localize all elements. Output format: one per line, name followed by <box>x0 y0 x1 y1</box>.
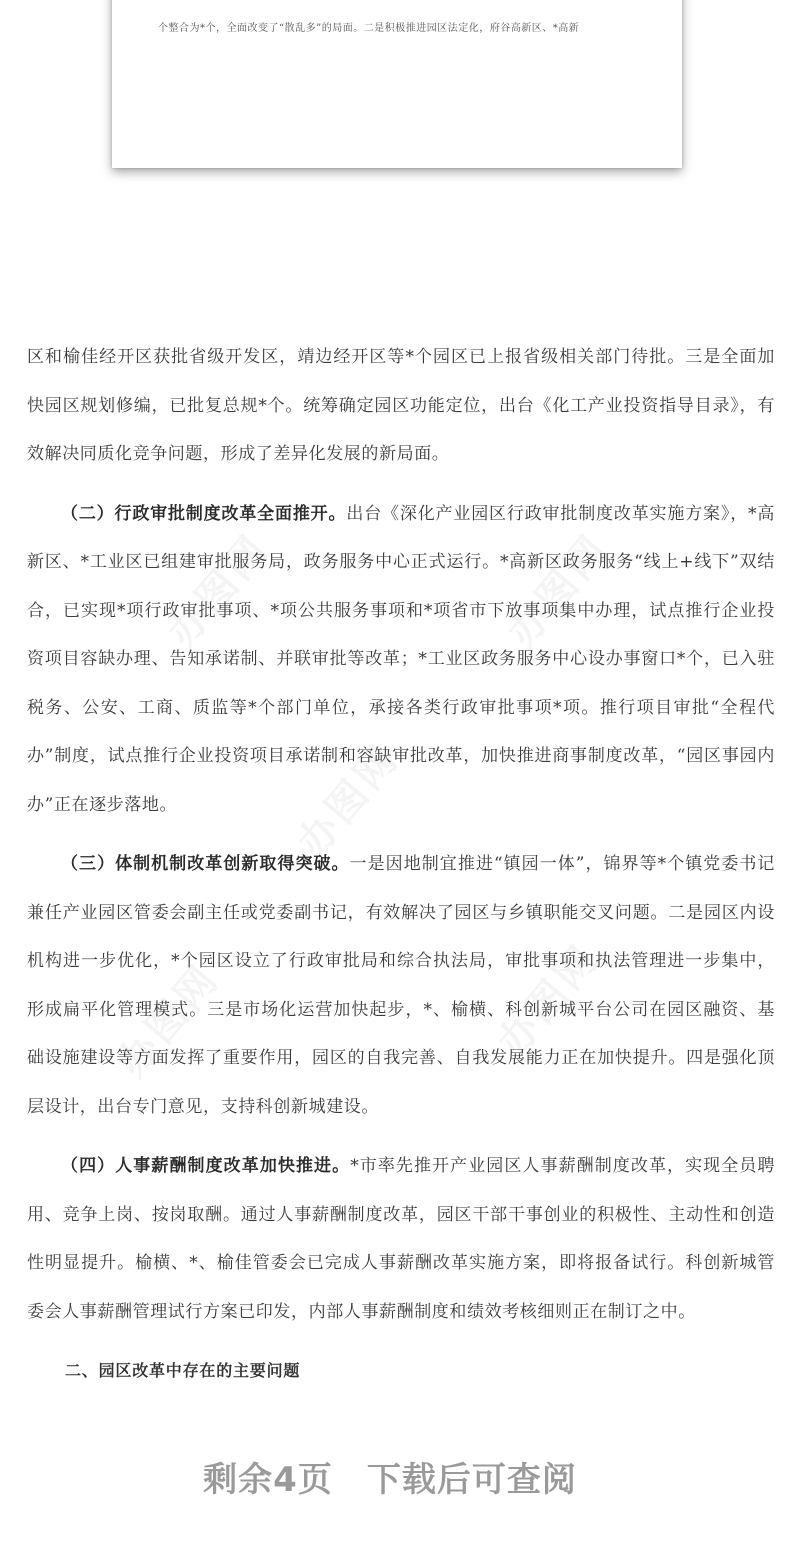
previous-page-preview <box>112 0 682 168</box>
preview-text-line: 个整合为*个，全面改变了“散乱多”的局面。二是积极推进园区法定化，府谷高新区、*高新 <box>158 23 580 34</box>
preview-cut-line <box>158 0 636 1</box>
download-to-view-label: 下载后可查阅 <box>366 1460 577 1500</box>
watermark-2: 办图网 <box>498 525 619 657</box>
watermark-5: 办图网 <box>488 935 609 1067</box>
paragraph-3-heading: （三）体制机制改革创新取得突破。 <box>61 854 350 874</box>
paragraph-2-heading: （二）行政审批制度改革全面推开。 <box>61 503 347 524</box>
paragraph-4-heading: （四）人事薪酬制度改革加快推进。 <box>61 1156 351 1176</box>
paragraph-2-body: 出台《深化产业园区行政审批制度改革实施方案》，*高新区、*工业区已组建审批服务局，政务服务中心正式运行。*高新区政务服务“线上+线下”双结合，已实现*项行政审批事项、*项公共服务事项和*项省市下放事项集中办理，试点推行企业投资项目容缺办理、告知承诺制、并联审批等改革；*工业区政务服务中心设办事窗口*个，已入驻税务、公安、工商、质监等*个部门单位，承接各类行政审批事项*项。推行项目审批“全程代办”制度，试点推行企业投资项目承诺制和容缺审批改革，加快推进商事制度改革，“园区事园内办”正在逐步落地。 <box>27 503 775 815</box>
paragraph-3-body: 一是因地制宜推进“镇园一体”，锦界等*个镇党委书记兼任产业园区管委会副主任或党委副书记，有效解决了园区与乡镇职能交叉问题。二是园区内设机构进一步优化，*个园区设立了行政审批局和综合执法局，审批事项和执法管理进一步集中，形成扁平化管理模式。三是市场化运营加快起步，*、榆横、科创新城平台公司在园区融资、基础设施建设等方面发挥了重要作用，园区的自我完善、自我发展能力正在加快提升。四是强化顶层设计，出台专门意见，支持科创新城建设。 <box>27 854 775 1117</box>
section-heading-2: 二、园区改革中存在的主要问题 <box>65 1361 301 1380</box>
paragraph-1: 区和榆佳经开区获批省级开发区，靖边经开区等*个园区已上报省级相关部门待批。三是全面加快园区规划修编，已批复总规*个。统筹确定园区功能定位，出台《化工产业投资指导目录》，有效解决同质化竞争问题，形成了差异化发展的新局面。 <box>27 347 775 464</box>
paragraph-2 <box>27 490 775 830</box>
download-prompt[interactable] <box>0 1452 780 1501</box>
watermark-1: 办图网 <box>158 525 279 657</box>
paragraph-3 <box>27 840 775 1131</box>
remaining-pages-label: 剩余4页 <box>203 1460 333 1500</box>
watermark-4: 办图网 <box>108 955 229 1087</box>
paragraph-4-body: *市率先推开产业园区人事薪酬制度改革，实现全员聘用、竞争上岗、按岗取酬。通过人事薪酬制度改革，园区干部干事创业的积极性、主动性和创造性明显提升。榆横、*、榆佳管委会已完成人事薪酬改革实施方案，即将报备试行。科创新城管委会人事薪酬管理试行方案已印发，内部人事薪酬制度和绩效考核细则正在制订之中。 <box>27 1156 775 1322</box>
document-body <box>27 333 775 1395</box>
paragraph-4 <box>27 1142 775 1336</box>
watermark-3: 办图网 <box>288 735 409 867</box>
